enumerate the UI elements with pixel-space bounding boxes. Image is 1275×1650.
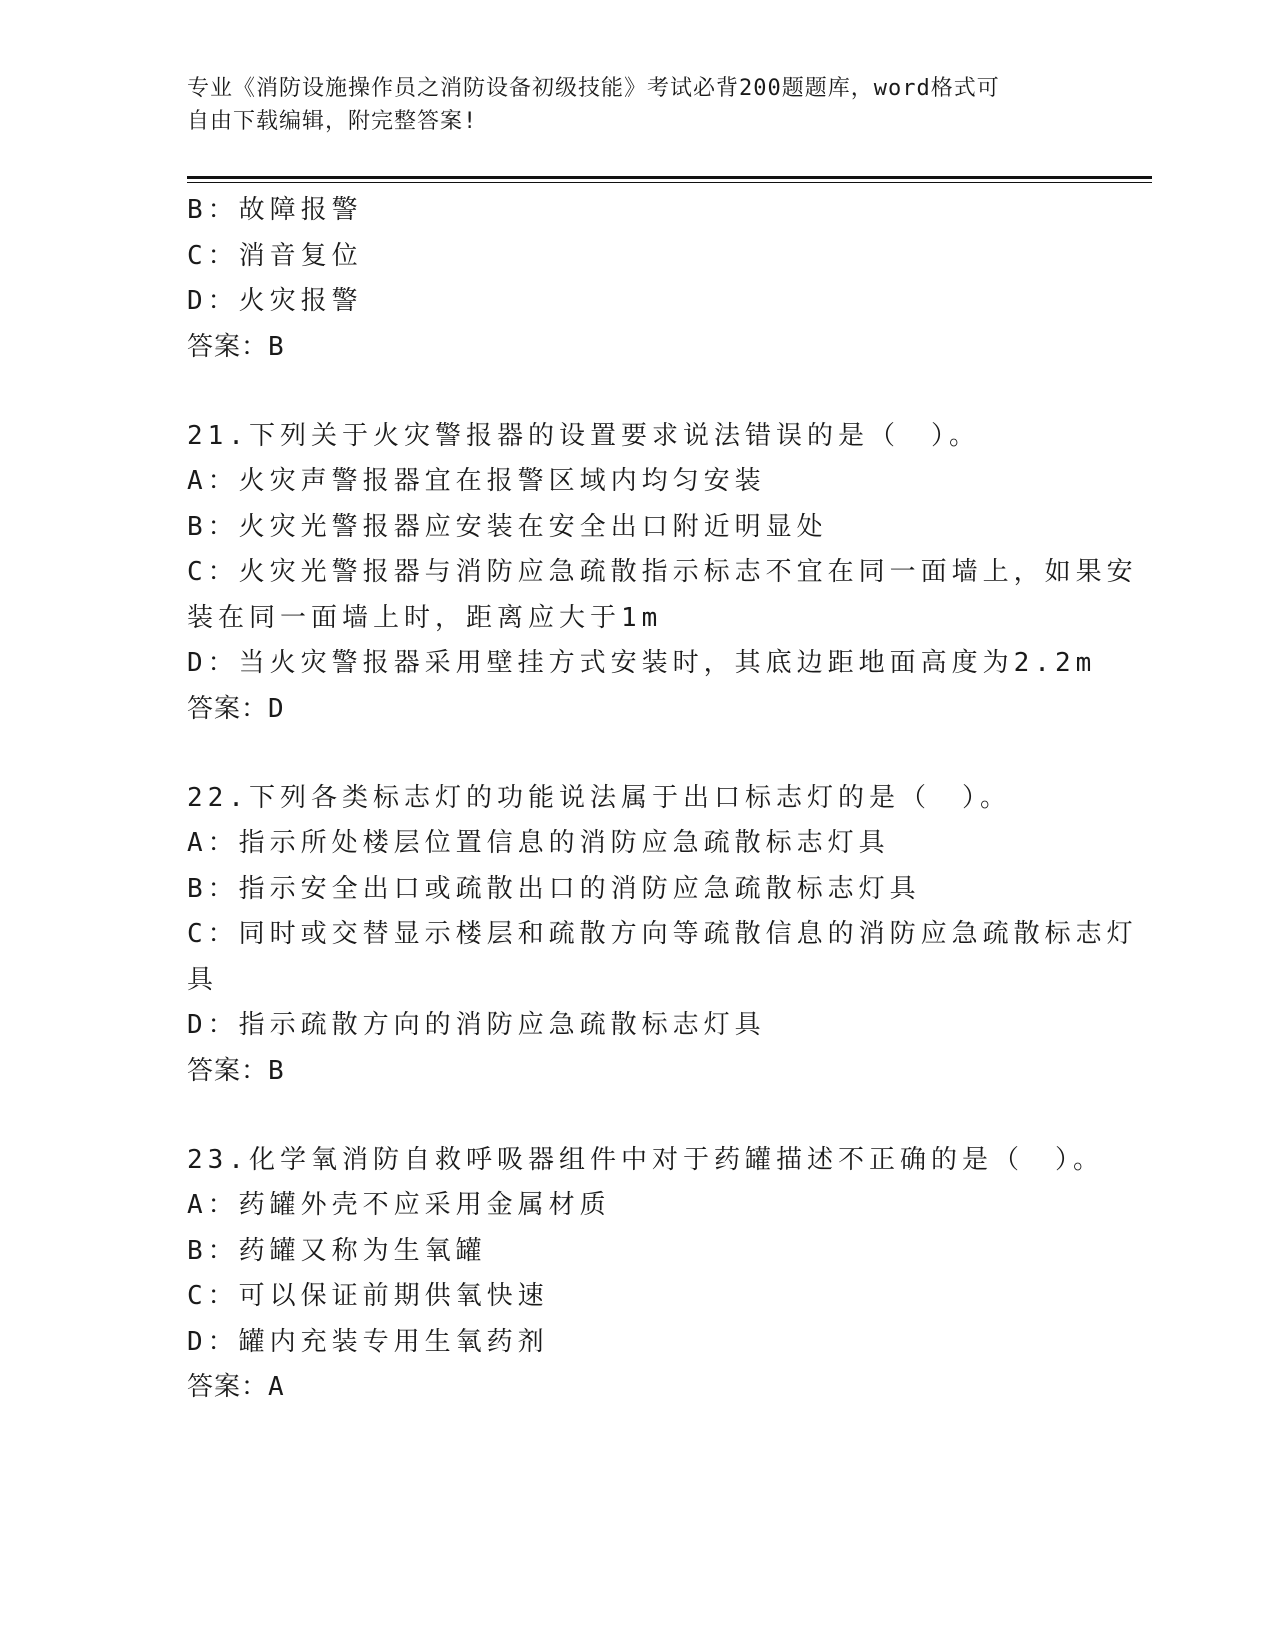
question-block-22	[187, 776, 1138, 1095]
document-header	[187, 72, 1087, 138]
option-c-continued: 装在同一面墙上时，距离应大于1m	[187, 602, 663, 633]
option-b: B：指示安全出口或疏散出口的消防应急疏散标志灯具	[187, 873, 921, 904]
question-block-23	[187, 1138, 1104, 1411]
answer-line: 答案：B	[187, 1055, 285, 1086]
question-stem: 23.化学氧消防自救呼吸器组件中对于药罐描述不正确的是（ ）。	[187, 1144, 1104, 1175]
answer-line: 答案：A	[187, 1372, 285, 1402]
option-b: B：故障报警	[187, 195, 363, 225]
option-a: A：指示所处楼层位置信息的消防应急疏散标志灯具	[187, 828, 890, 858]
option-d: D：指示疏散方向的消防应急疏散标志灯具	[187, 1010, 766, 1040]
option-d: D：火灾报警	[187, 286, 363, 316]
header-divider-thin	[187, 182, 1152, 183]
option-d: D：当火灾警报器采用壁挂方式安装时，其底边距地面高度为2.2m	[187, 648, 1097, 678]
header-divider-thick	[187, 176, 1152, 179]
option-a: A：药罐外壳不应采用金属材质	[187, 1190, 611, 1220]
option-a: A：火灾声警报器宜在报警区域内均匀安装	[187, 466, 766, 496]
answer-line: 答案：B	[187, 331, 285, 362]
option-c: C：消音复位	[187, 240, 363, 271]
header-line-1: 专业《消防设施操作员之消防设备初级技能》考试必背200题题库，word格式可	[187, 76, 1000, 101]
spacer	[187, 370, 1087, 414]
answer-line: 答案：D	[187, 693, 285, 724]
question-block-prev	[187, 188, 1087, 370]
spacer	[187, 1094, 1087, 1138]
question-stem: 21.下列关于火灾警报器的设置要求说法错误的是（ ）。	[187, 420, 980, 451]
spacer	[187, 732, 1087, 776]
option-c: C：同时或交替显示楼层和疏散方向等疏散信息的消防应急疏散标志灯	[187, 919, 1138, 949]
question-block-21	[187, 414, 1138, 733]
option-c: C：火灾光警报器与消防应急疏散指示标志不宜在同一面墙上，如果安	[187, 557, 1138, 587]
question-stem: 22.下列各类标志灯的功能说法属于出口标志灯的是（ ）。	[187, 782, 1011, 813]
option-c: C：可以保证前期供氧快速	[187, 1281, 549, 1311]
option-d: D：罐内充装专用生氧药剂	[187, 1326, 549, 1357]
option-b: B：药罐又称为生氧罐	[187, 1235, 487, 1266]
option-c-continued: 具	[187, 964, 219, 995]
option-b: B：火灾光警报器应安装在安全出口附近明显处	[187, 511, 828, 542]
header-line-2: 自由下载编辑，附完整答案!	[187, 109, 478, 134]
document-body	[187, 188, 1138, 1411]
